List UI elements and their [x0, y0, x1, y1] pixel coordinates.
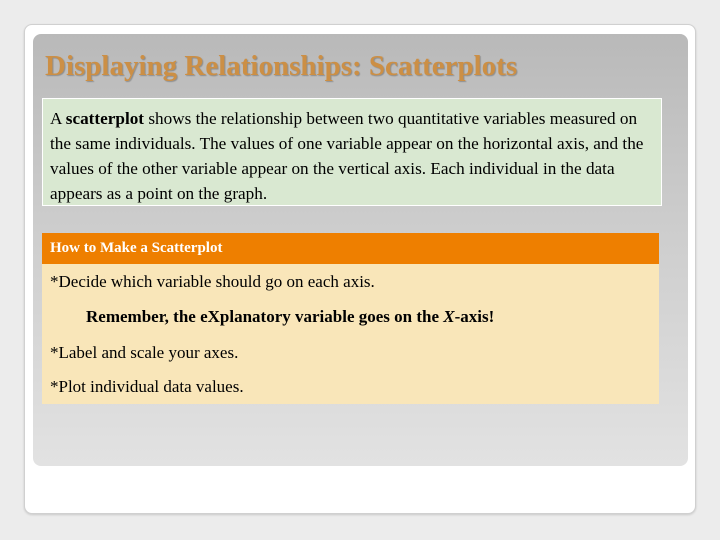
- definition-box: [42, 98, 662, 206]
- step-label-scale: *Label and scale your axes.: [50, 343, 239, 362]
- reminder-axis: X: [443, 307, 455, 326]
- step-decide-axis: *Decide which variable should go on each axis.: [50, 272, 375, 291]
- reminder-post: -axis!: [454, 307, 495, 326]
- slide-title: Displaying Relationships: Scatterplots: [45, 50, 518, 82]
- how-to-box: [42, 233, 659, 404]
- reminder-pre: Remember, the eXplanatory variable goes on the: [86, 307, 444, 326]
- definition-lead: A: [50, 109, 66, 128]
- step-plot-values: *Plot individual data values.: [50, 377, 244, 396]
- reminder-text: [86, 307, 494, 327]
- definition-term: scatterplot: [65, 109, 145, 128]
- how-to-heading: How to Make a Scatterplot: [42, 233, 659, 264]
- definition-body: shows the relationship between two quantitative variables measured on the same individuals. The values of one variable appear on the horizontal axis, and the values of the other variable appear on the vertical axis. Each individual in the data appears as a point on the graph.: [50, 109, 644, 203]
